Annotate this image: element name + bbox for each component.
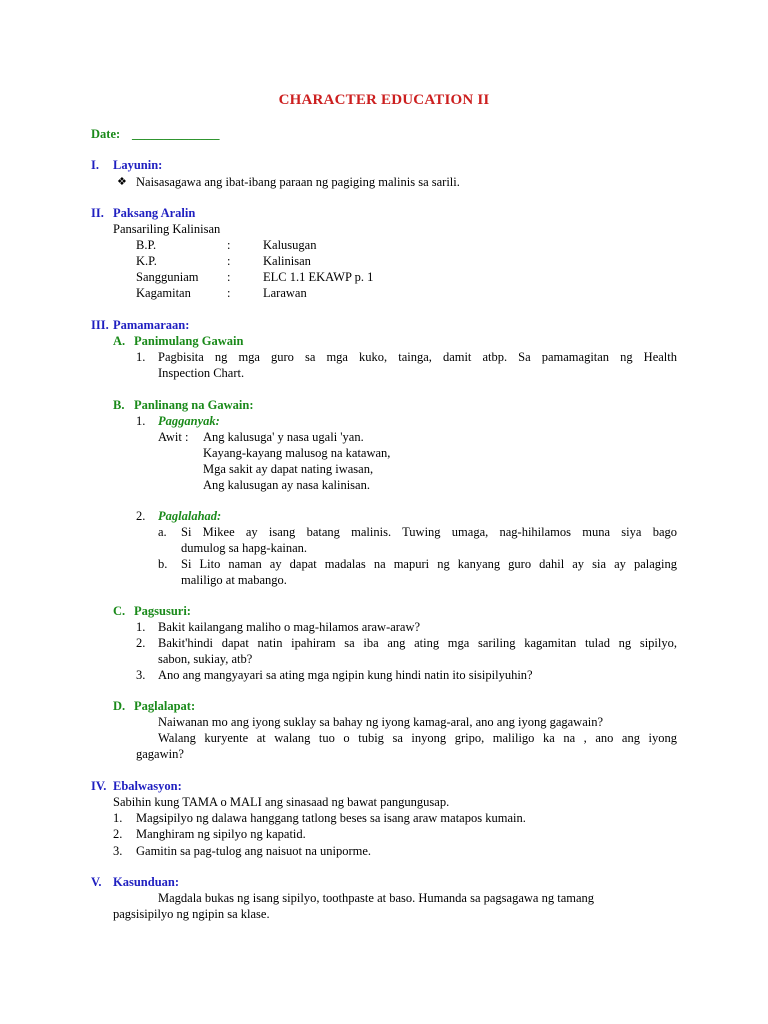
question-text: Ano ang mangyayari sa ating mga ngipin kung hindi natin ito sisipilyuhin? <box>158 668 533 682</box>
section-3-number: III. <box>91 318 109 332</box>
story-text-line: Si Lito naman ay dapat madalas na mapuri ng kanyang guro dahil ay sia ay palaging <box>181 557 677 571</box>
subject-row-key: Kagamitan <box>136 286 191 300</box>
list-number: 1. <box>136 414 146 428</box>
list-number: 1. <box>113 811 123 825</box>
list-number: 2. <box>113 827 123 841</box>
list-letter: b. <box>158 557 168 571</box>
subject-row-value: Kalusugan <box>263 238 317 252</box>
subsection-d-letter: D. <box>113 699 126 713</box>
subject-row-separator: : <box>227 286 231 300</box>
subsection-a-letter: A. <box>113 334 126 348</box>
question-text: Bakit'hindi dapat natin ipahiram sa iba ang ating mga sariling kagamitan tulad ng sipilyo, <box>158 636 677 650</box>
section-4-number: IV. <box>91 779 107 793</box>
song-line: Ang kalusuga' y nasa ugali 'yan. <box>203 430 364 444</box>
subsection-a-heading: Panimulang Gawain <box>134 334 244 348</box>
subsection-b-letter: B. <box>113 398 125 412</box>
list-number: 1. <box>136 620 146 634</box>
list-number: 2. <box>136 636 146 650</box>
paglalahad-heading: Paglalahad: <box>158 509 222 523</box>
diamond-bullet-icon: ❖ <box>117 176 127 188</box>
section-1-heading: Layunin: <box>113 158 163 172</box>
assignment-text: pagsisipilyo ng ngipin sa klase. <box>113 907 270 921</box>
song-label: Awit : <box>158 430 189 444</box>
application-text: Walang kuryente at walang tuo o tubig sa inyong gripo, maliligo ka na , ano ang iyong <box>158 731 677 745</box>
section-2-number: II. <box>91 206 104 220</box>
song-line: Ang kalusugan ay nasa kalinisan. <box>203 478 370 492</box>
subsection-d-heading: Paglalapat: <box>134 699 196 713</box>
story-text-line: maliligo at mabango. <box>181 573 287 587</box>
document-title: CHARACTER EDUCATION II <box>278 92 490 108</box>
subject-row-separator: : <box>227 270 231 284</box>
assignment-text: Magdala bukas ng isang sipilyo, toothpaste at baso. Humanda sa pagsagawa ng tamang <box>158 891 595 905</box>
pagganyak-heading: Pagganyak: <box>158 414 220 428</box>
subject-row-key: Sangguniam <box>136 270 199 284</box>
subject-row-value: ELC 1.1 EKAWP p. 1 <box>263 270 374 284</box>
song-line: Kayang-kayang malusog na katawan, <box>203 446 391 460</box>
evaluation-item: Magsipilyo ng dalawa hanggang tatlong beses sa isang araw matapos kumain. <box>136 811 526 825</box>
list-letter: a. <box>158 525 167 539</box>
section-4-heading: Ebalwasyon: <box>113 779 182 793</box>
question-text: sabon, sukiay, atb? <box>158 652 253 666</box>
date-blank: ______________ <box>132 127 220 141</box>
subject-row-key: K.P. <box>136 254 157 268</box>
date-label: Date: <box>91 127 121 141</box>
subject-row-value: Larawan <box>263 286 307 300</box>
question-text: Bakit kailangang maliho o mag-hilamos araw-araw? <box>158 620 421 634</box>
subject-row-key: B.P. <box>136 238 157 252</box>
list-number: 3. <box>136 668 146 682</box>
subsection-c-heading: Pagsusuri: <box>134 604 191 618</box>
subject-row-value: Kalinisan <box>263 254 311 268</box>
song-line: Mga sakit ay dapat nating iwasan, <box>203 462 374 476</box>
evaluation-item: Gamitin sa pag-tulog ang naisuot na uniporme. <box>136 844 372 858</box>
section-3-heading: Pamamaraan: <box>113 318 190 332</box>
list-number: 3. <box>113 844 123 858</box>
application-text: Naiwanan mo ang iyong suklay sa bahay ng iyong kamag-aral, ano ang iyong gagawain? <box>158 715 604 729</box>
evaluation-item: Manghiram ng sipilyo ng kapatid. <box>136 827 306 841</box>
section-5-heading: Kasunduan: <box>113 875 180 889</box>
subsection-b-heading: Panlinang na Gawain: <box>134 398 254 412</box>
list-number: 1. <box>136 350 146 364</box>
subsection-c-letter: C. <box>113 604 126 618</box>
subject-title: Pansariling Kalinisan <box>113 222 221 236</box>
list-number: 2. <box>136 509 146 523</box>
section-5-number: V. <box>91 875 102 889</box>
activity-text-line: Inspection Chart. <box>158 366 245 380</box>
evaluation-intro: Sabihin kung TAMA o MALI ang sinasaad ng bawat pangungusap. <box>113 795 450 809</box>
story-text-line: Si Mikee ay isang batang malinis. Tuwing umaga, nag-hihilamos muna siya bago <box>181 525 677 539</box>
section-2-heading: Paksang Aralin <box>113 206 196 220</box>
application-text: gagawin? <box>136 747 184 761</box>
subject-row-separator: : <box>227 254 231 268</box>
section-1-number: I. <box>91 158 99 172</box>
activity-text-line: Pagbisita ng mga guro sa mga kuko, tainga, damit atbp. Sa pamamagitan ng Health <box>158 350 677 364</box>
subject-row-separator: : <box>227 238 231 252</box>
objective-item: Naisasagawa ang ibat-ibang paraan ng pagiging malinis sa sarili. <box>136 175 460 189</box>
story-text-line: dumulog sa hapg-kainan. <box>181 541 308 555</box>
